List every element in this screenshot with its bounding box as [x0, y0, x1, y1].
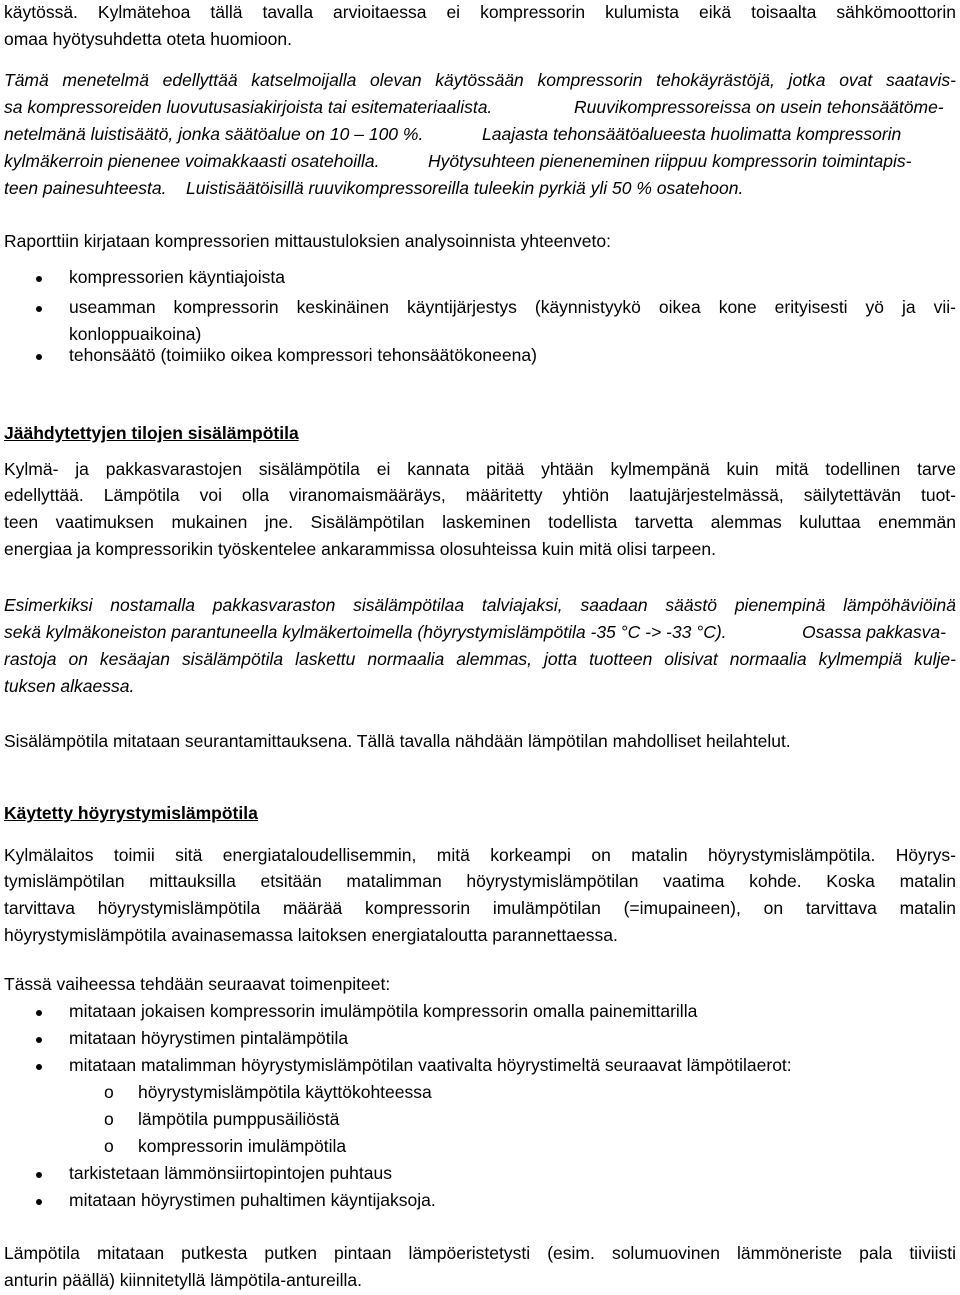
bullet-icon [36, 1037, 42, 1043]
list-item: useamman kompressorin keskinäinen käyntijärjestys (käynnistyykö oikea kone erityisesti yö ja vii- [69, 297, 956, 317]
list-item: lämpötila pumppusäiliöstä [138, 1109, 340, 1129]
bullet-icon [36, 1199, 42, 1205]
list-item: mitataan matalimman höyrystymislämpötilan vaativalta höyrystimeltä seuraavat lämpötilaerot: [69, 1055, 792, 1075]
text-line: Laajasta tehonsäätöalueesta huolimatta kompressorin [482, 124, 902, 144]
sub-bullet-marker: o [104, 1082, 114, 1102]
list-item: mitataan höyrystimen puhaltimen käyntijaksoja. [69, 1190, 436, 1210]
text-line: anturin päällä) kiinnitetyllä lämpötila-antureilla. [4, 1270, 362, 1290]
section-heading: Käytetty höyrystymislämpötila [4, 803, 258, 823]
bullet-icon [36, 1010, 42, 1016]
section-heading: Jäähdytettyjen tilojen sisälämpötila [4, 423, 299, 443]
text-line: Tässä vaiheessa tehdään seuraavat toimenpiteet: [4, 974, 391, 994]
list-item: mitataan höyrystimen pintalämpötila [69, 1028, 349, 1048]
list-item: tehonsäätö (toimiiko oikea kompressori tehonsäätökoneena) [69, 345, 537, 365]
text-line: Tämä menetelmä edellyttää katselmoijalla olevan käytössään kompressorin tehokäyrästöjä, jotka ovat saatavis- [4, 70, 956, 90]
text-line: Luistisäätöisillä ruuvikompressoreilla tuleekin pyrkiä yli 50 % osatehoon. [186, 178, 744, 198]
text-line: sekä kylmäkoneiston parantuneella kylmäkertoimella (höyrystymislämpötila -35 °C -> -33 °C). [4, 622, 727, 642]
text-line: Kylmä- ja pakkasvarastojen sisälämpötila ei kannata pitää yhtään kylmempänä kuin mitä todellinen tarve [4, 459, 956, 479]
list-item: kompressorien käyntiajoista [69, 267, 285, 287]
list-item: konloppuaikoina) [69, 324, 202, 344]
text-line: tuksen alkaessa. [4, 676, 135, 696]
text-line: teen painesuhteesta. [4, 178, 167, 198]
text-line: Esimerkiksi nostamalla pakkasvaraston sisälämpötilaa talviajaksi, saadaan säästö pienempinä lämpöhäviöinä [4, 595, 956, 615]
bullet-icon [36, 354, 42, 360]
text-line: Raporttiin kirjataan kompressorien mittaustuloksien analysoinnista yhteenveto: [4, 231, 611, 251]
bullet-icon [36, 276, 42, 282]
text-line: tarvittava höyrystymislämpötila määrää kompressorin imulämpötilan (=imupaineen), on tarvittava matalin [4, 898, 956, 918]
list-item: mitataan jokaisen kompressorin imulämpötila kompressorin omalla painemittarilla [69, 1001, 698, 1021]
text-line: omaa hyötysuhdetta oteta huomioon. [4, 29, 292, 49]
text-line: sa kompressoreiden luovutusasiakirjoista tai esitemateriaalista. [4, 97, 493, 117]
text-line: rastoja on kesäajan sisälämpötila laskettu normaalia alemmas, jotta tuotteen olisivat normaalia kylmempiä kulje- [4, 649, 956, 669]
bullet-icon [36, 306, 42, 312]
list-item: kompressorin imulämpötila [138, 1136, 347, 1156]
text-line: Hyötysuhteen pieneneminen riippuu kompressorin toimintapis- [428, 151, 912, 171]
text-line: energiaa ja kompressorikin työskentelee ankarammissa olosuhteissa kuin mitä olisi tarpeen. [4, 539, 717, 559]
text-line: Sisälämpötila mitataan seurantamittauksena. Tällä tavalla nähdään lämpötilan mahdolliset heilahtelut. [4, 731, 791, 751]
text-line: höyrystymislämpötila avainasemassa laitoksen energiataloutta parannettaessa. [4, 925, 618, 945]
sub-bullet-marker: o [104, 1136, 114, 1156]
bullet-icon [36, 1172, 42, 1178]
list-item: höyrystymislämpötila käyttökohteessa [138, 1082, 432, 1102]
text-line: teen vaatimuksen mukainen jne. Sisälämpötilan laskeminen todellista tarvetta alemmas kuluttaa enemmän [4, 512, 956, 532]
text-line: Osassa pakkasva- [802, 622, 946, 642]
text-line: Lämpötila mitataan putkesta putken pintaan lämpöeristetysti (esim. solumuovinen lämmöneriste pala tiiviisti [4, 1243, 956, 1263]
text-line: käytössä. Kylmätehoa tällä tavalla arvioitaessa ei kompressorin kulumista eikä toisaalta sähkömoottorin [4, 2, 956, 22]
text-line: kylmäkerroin pienenee voimakkaasti osatehoilla. [4, 151, 380, 171]
text-line: tymislämpötilan mittauksilla etsitään matalimman höyrystymislämpötilan vaatima kohde. Koska matalin [4, 871, 956, 891]
sub-bullet-marker: o [104, 1109, 114, 1129]
text-line: edellyttää. Lämpötila voi olla viranomaismääräys, määritetty yhtiön laatujärjestelmässä, säilytettävän tuot- [4, 485, 956, 505]
bullet-icon [36, 1064, 42, 1070]
text-line: Ruuvikompressoreissa on usein tehonsäätöme- [574, 97, 944, 117]
text-line: Kylmälaitos toimii sitä energiataloudellisemmin, mitä korkeampi on matalin höyrystymislämpötila. Höyrys- [4, 845, 956, 865]
text-line: netelmänä luistisäätö, jonka säätöalue on 10 – 100 %. [4, 124, 424, 144]
list-item: tarkistetaan lämmönsiirtopintojen puhtaus [69, 1163, 392, 1183]
